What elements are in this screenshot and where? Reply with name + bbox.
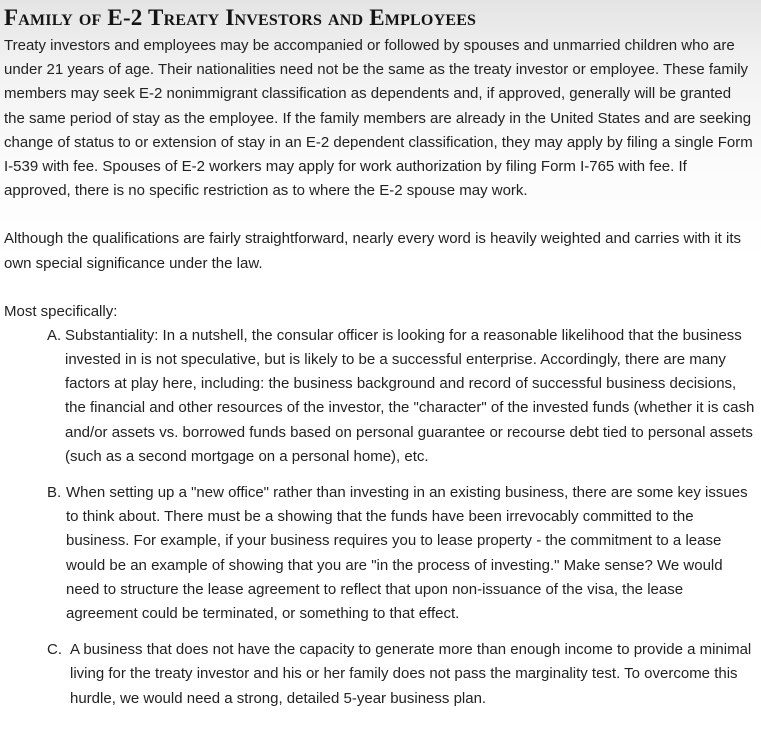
list-item-text: Substantiality: In a nutshell, the consular officer is looking for a reasonable likelihood that the business invested in is not speculative, but is likely to be a successful enterprise. Accordingly, there are many factors at play here, including: the business background and record of successful business decisions, the financial and other resources of the investor, the "character" of the invested funds (whether it is cash and/or assets vs. borrowed funds based on personal guarantee or recourse debt tied to personal assets (such as a second mortgage on a personal home), etc.: [65, 326, 755, 465]
criteria-list: [4, 324, 755, 711]
page-title: Family of E-2 Treaty Investors and Employees: [4, 5, 477, 30]
intro-paragraph: Treaty investors and employees may be accompanied or followed by spouses and unmarried children who are under 21 years of age. Their nationalities need not be the same as the treaty investor or employee. These family members may seek E-2 nonimmigrant classification as dependents and, if approved, generally will be granted the same period of stay as the employee. If the family members are already in the United States and are seeking change of status to or extension of stay in an E-2 dependent classification, they may apply by filing a single Form I-539 with fee. Spouses of E-2 workers may apply for work authorization by filing Form I-765 with fee. If approved, there is no specific restriction as to where the E-2 spouse may work.: [4, 37, 753, 200]
list-marker: B.: [47, 484, 62, 502]
list-marker: A.: [47, 326, 62, 344]
list-marker: C.: [47, 641, 62, 659]
list-lead-text: Most specifically:: [4, 302, 118, 320]
list-item-new-office: [47, 481, 755, 626]
list-item-text: A business that does not have the capacity to generate more than enough income to provide a minimal living for the treaty investor and his or her family does not pass the marginality test. To overcome this hurdle, we would need a strong, detailed 5-year business plan.: [70, 641, 752, 707]
list-item-marginality: [47, 638, 755, 711]
qualifications-paragraph: Although the qualifications are fairly straightforward, nearly every word is heavily weighted and carries with it its own special significance under the law.: [4, 230, 742, 272]
list-item-text: When setting up a "new office" rather than investing in an existing business, there are some key issues to think about. There must be a showing that the funds have been irrevocably committed to the business. For example, if your business requires you to lease property - the commitment to a lease would be an example of showing that you are "in the process of investing." Make sense? We would need to structure the lease agreement to reflect that upon non-issuance of the visa, the lease agreement could be terminated, or something to that effect.: [66, 484, 748, 623]
list-item-substantiality: [47, 324, 755, 469]
